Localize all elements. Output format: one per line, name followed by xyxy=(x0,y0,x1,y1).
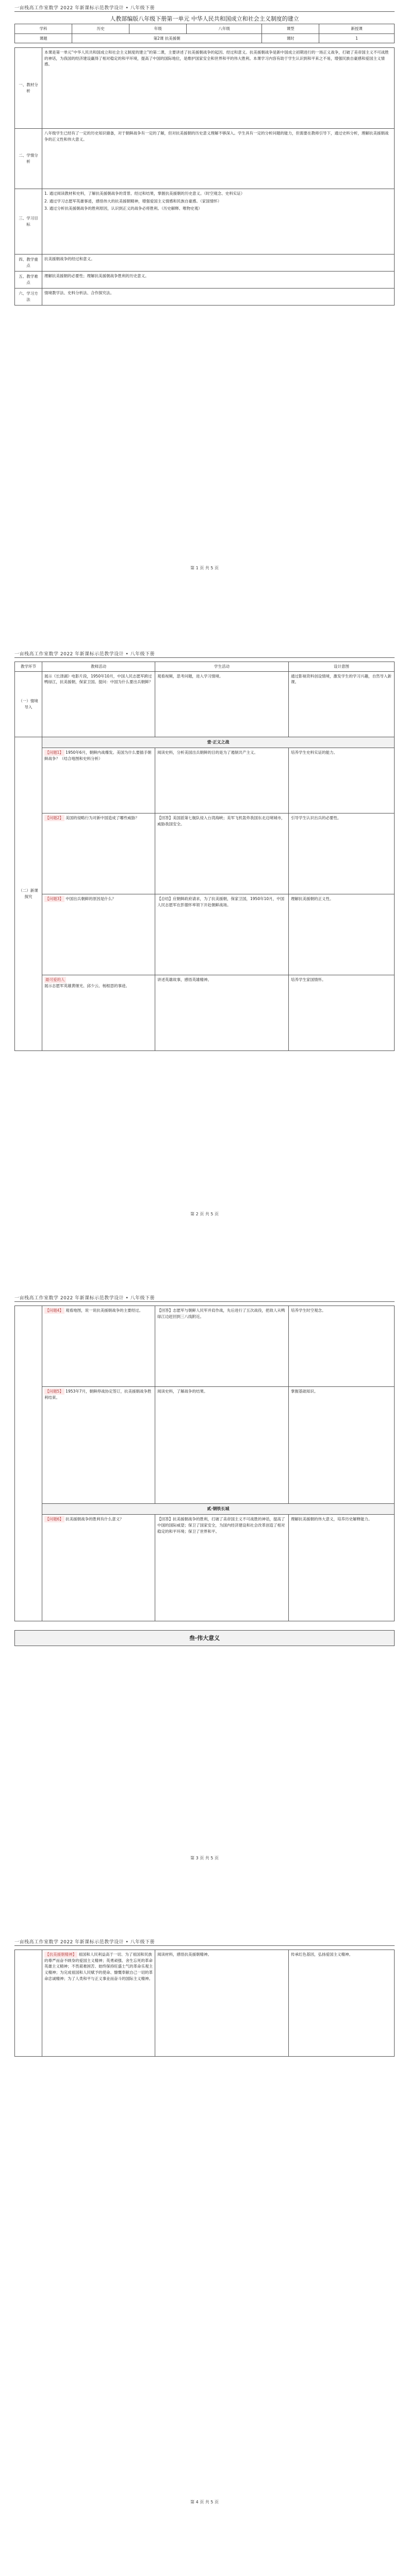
s5-label: 五、教学难点 xyxy=(15,272,42,289)
page-number: 第 3 页 共 5 页 xyxy=(190,1856,219,1860)
q3-intent: 理解抗美援朝的正义性。 xyxy=(289,894,395,975)
heroes-intent: 培养学生家国情怀。 xyxy=(289,975,395,1051)
s1-label: 一、教材分析 xyxy=(15,48,42,129)
s4-label: 四、教学重点 xyxy=(15,255,42,272)
running-header: 一亩栈高工作室数学 2022 年新课标示范教学设计 • 八年级下册 xyxy=(14,6,155,11)
detail-student: 【回答】抗美援朝战争的胜利，打破了美帝国主义不可战胜的神话，提高了中国的国际威望；保卫了国家安全，为国内经济建设和社会改革创造了相对稳定的和平环境；保卫了世界和平。 xyxy=(155,1515,289,1621)
q2-tag: 【问题2】 xyxy=(45,816,63,821)
col-student: 学生活动 xyxy=(155,662,289,672)
process-table-p3 xyxy=(14,1306,395,1621)
p3-q5-cell xyxy=(42,1387,155,1504)
page-2 xyxy=(0,646,409,1224)
part2-bar: 贰·钢铁长城 xyxy=(42,1504,395,1515)
goal-item: 1. 通过阅读教材和史料，了解抗美援朝战争的背景、经过和结果，掌握抗美援朝的历史意义。（时空观念、史料实证） xyxy=(44,191,245,196)
section-bar-table xyxy=(14,1630,395,1646)
q5-text: 1953年7月，朝鲜停战协定签订，抗美援朝战争胜利结束。 xyxy=(44,1389,152,1400)
heroes-student: 讲述英雄故事，感悟英雄精神。 xyxy=(155,975,289,1051)
hours-label: 课时 xyxy=(262,33,319,43)
q5-tag: 【问题5】 xyxy=(45,1389,63,1394)
heroes-cell xyxy=(42,975,155,1051)
q2-intent: 引导学生认识出兵的必要性。 xyxy=(289,814,395,894)
q3-tag: 【问题3】 xyxy=(45,896,63,902)
goal-item: 3. 通过分析抗美援朝战争的胜利原因，认识到正义的战争必将胜利。（历史解释、唯物史观） xyxy=(44,206,202,211)
q1-text: 1950年6月，朝鲜内战爆发。美国为什么要插手朝鲜战争？（结合地图和史料分析） xyxy=(44,750,152,761)
q4-tag: 【问题4】 xyxy=(45,1308,63,1313)
spirit-text: 祖国和人民利益高于一切、为了祖国和民族的尊严而奋不顾身的爱国主义精神；英勇顽强、舍生忘死的革命英雄主义精神；不畏艰难困苦、始终保持旺盛士气的革命乐观主义精神；为完成祖国和人民赋予的使命、慷慨奉献自己一切的革命忠诚精神；为了人类和平与正义事业而奋斗的国际主义精神。 xyxy=(44,1952,153,1981)
q2-text: 美国的侵略行为对新中国造成了哪些威胁？ xyxy=(66,816,139,821)
spirit-intent: 传承红色基因，弘扬爱国主义精神。 xyxy=(289,1950,395,2057)
p3-detail-cell xyxy=(42,1515,155,1621)
header-rule xyxy=(14,1945,395,1946)
q5-student: 阅读史料，了解战争的结果。 xyxy=(155,1387,289,1504)
process-table-p4 xyxy=(14,1950,395,2057)
q1-student: 阅读史料，分析美国出兵朝鲜的目的是为了遏制共产主义。 xyxy=(155,748,289,814)
part1-bar: 壹·正义之战 xyxy=(42,737,395,748)
s2-text: 八年级学生已经有了一定的历史知识储备，对于朝鲜战争有一定的了解，但对抗美援朝的历史意义理解不够深入。学生具有一定的分析问题的能力，但需要在教师引导下，通过史料分析，理解抗美援朝战争的正义性和伟大意义。 xyxy=(42,129,395,189)
inquiry-label: （二）新课探究 xyxy=(15,737,42,1050)
q3-student: 【总结】应朝鲜政府请求，为了抗美援朝，保家卫国，1950年10月，中国人民志愿军在彭德怀率领下开赴朝鲜战场。 xyxy=(155,894,289,975)
goal-item: 2. 通过学习志愿军英雄事迹，感悟伟大的抗美援朝精神，增强爱国主义情感和民族自豪感。（家国情怀） xyxy=(44,198,222,204)
header-rule xyxy=(14,11,395,12)
intro-teacher: 展示《长津湖》电影片段，1950年10月，中国人民志愿军跨过鸭绿江，抗美援朝，保家卫国。提问：中国为什么要出兵朝鲜？ xyxy=(42,671,155,737)
running-header: 一亩栈高工作室数学 2022 年新课标示范教学设计 • 八年级下册 xyxy=(14,1296,155,1301)
header-rule xyxy=(14,1301,395,1302)
q1-intent: 培养学生史料实证的能力。 xyxy=(289,748,395,814)
detail-text: 抗美援朝战争的胜利有什么意义？ xyxy=(66,1517,124,1522)
q5-intent: 掌握基础知识。 xyxy=(289,1387,395,1504)
q1-cell xyxy=(42,748,155,814)
s2-label: 二、学情分析 xyxy=(15,129,42,189)
s3-label: 三、学习目标 xyxy=(15,189,42,255)
s3-goals xyxy=(42,189,395,255)
page-number: 第 4 页 共 5 页 xyxy=(190,2500,219,2504)
detail-tag: 【问题6】 xyxy=(45,1517,63,1522)
intro-student: 观看视频，思考问题，进入学习情境。 xyxy=(155,671,289,737)
type-label: 课型 xyxy=(262,24,319,34)
intro-label: （一）情境导入 xyxy=(15,671,42,737)
subject-label: 学科 xyxy=(15,24,72,34)
p3-q4-cell xyxy=(42,1306,155,1387)
q2-student: 【回答】美国派第七舰队侵入台湾海峡；美军飞机轰炸我国东北边境城市，威胁我国安全。 xyxy=(155,814,289,894)
unit-label: 课题 xyxy=(15,33,72,43)
info-table xyxy=(14,24,395,43)
q4-student: 【回答】志愿军与朝鲜人民军并肩作战，先后进行了五次战役，把敌人从鸭绿江边赶回到三八线附近。 xyxy=(155,1306,289,1387)
grade-value: 八年级 xyxy=(187,24,262,34)
running-header: 一亩栈高工作室数学 2022 年新课标示范教学设计 • 八年级下册 xyxy=(14,1940,155,1945)
part3-bar: 叁·伟大意义 xyxy=(15,1631,395,1646)
page-4 xyxy=(0,1934,409,2512)
s1-text: 本课是第一单元“中华人民共和国成立和社会主义制度的建立”的第二课，主要讲述了抗美援朝战争的起因、经过和意义。抗美援朝战争是新中国成立初期进行的一场正义战争，打破了美帝国主义不可战胜的神话，为我国的经济建设赢得了相对稳定的和平环境，提高了中国的国际地位，是维护国家安全和世界和平的伟大胜利。本课学习内容有助于学生认识到和平来之不易，增强民族自豪感和爱国主义情感。 xyxy=(42,48,395,129)
s4-text: 抗美援朝战争的经过和意义。 xyxy=(42,255,395,272)
type-value: 新授课 xyxy=(319,24,395,34)
spirit-student: 阅读材料，感悟抗美援朝精神。 xyxy=(155,1950,289,2057)
grade-label: 年级 xyxy=(129,24,187,34)
p4-link-col xyxy=(15,1950,42,2057)
hours-value: 1 xyxy=(319,33,395,43)
q4-text: 观看地图，说一说抗美援朝战争的主要经过。 xyxy=(66,1308,143,1313)
intro-intent: 通过影视资料创设情境，激发学生的学习兴趣，自然导入新课。 xyxy=(289,671,395,737)
heroes-teacher: 展示志愿军英雄黄继光、邱少云、杨根思的事迹。 xyxy=(44,983,129,988)
s5-text: 理解抗美援朝的必要性；理解抗美援朝战争胜利的历史意义。 xyxy=(42,272,395,289)
page-number: 第 1 页 共 5 页 xyxy=(190,566,219,570)
header-rule xyxy=(14,657,395,658)
doc-title: 人教部编版八年级下册第一单元 中华人民共和国成立和社会主义制度的建立 xyxy=(110,15,299,22)
p3-link-col xyxy=(15,1306,42,1621)
q1-tag: 【问题1】 xyxy=(45,750,63,755)
col-teacher: 教师活动 xyxy=(42,662,155,672)
spirit-tag: 【抗美援朝精神】 xyxy=(45,1952,76,1957)
page-number: 第 2 页 共 5 页 xyxy=(190,1212,219,1216)
subject-value: 历史 xyxy=(72,24,129,34)
lesson-title: 第2课 抗美援朝 xyxy=(72,33,262,43)
heroes-title: 最可爱的人 xyxy=(45,977,65,982)
analysis-table xyxy=(14,47,395,306)
s6-label: 六、学习方法 xyxy=(15,289,42,306)
running-header: 一亩栈高工作室数学 2022 年新课标示范教学设计 • 八年级下册 xyxy=(14,652,155,657)
s6-text: 情境教学法、史料分析法、合作探究法。 xyxy=(42,289,395,306)
page-1 xyxy=(0,0,409,578)
q2-cell xyxy=(42,814,155,894)
q3-text: 中国出兵朝鲜的原因是什么？ xyxy=(66,896,116,902)
process-table-p2 xyxy=(14,662,395,1051)
q4-intent: 培养学生时空观念。 xyxy=(289,1306,395,1387)
detail-intent: 理解抗美援朝的伟大意义，培养历史解释能力。 xyxy=(289,1515,395,1621)
col-link: 教学环节 xyxy=(15,662,42,672)
page-3 xyxy=(0,1290,409,1868)
col-intent: 设计意图 xyxy=(289,662,395,672)
spirit-cell xyxy=(42,1950,155,2057)
q3-cell xyxy=(42,894,155,975)
